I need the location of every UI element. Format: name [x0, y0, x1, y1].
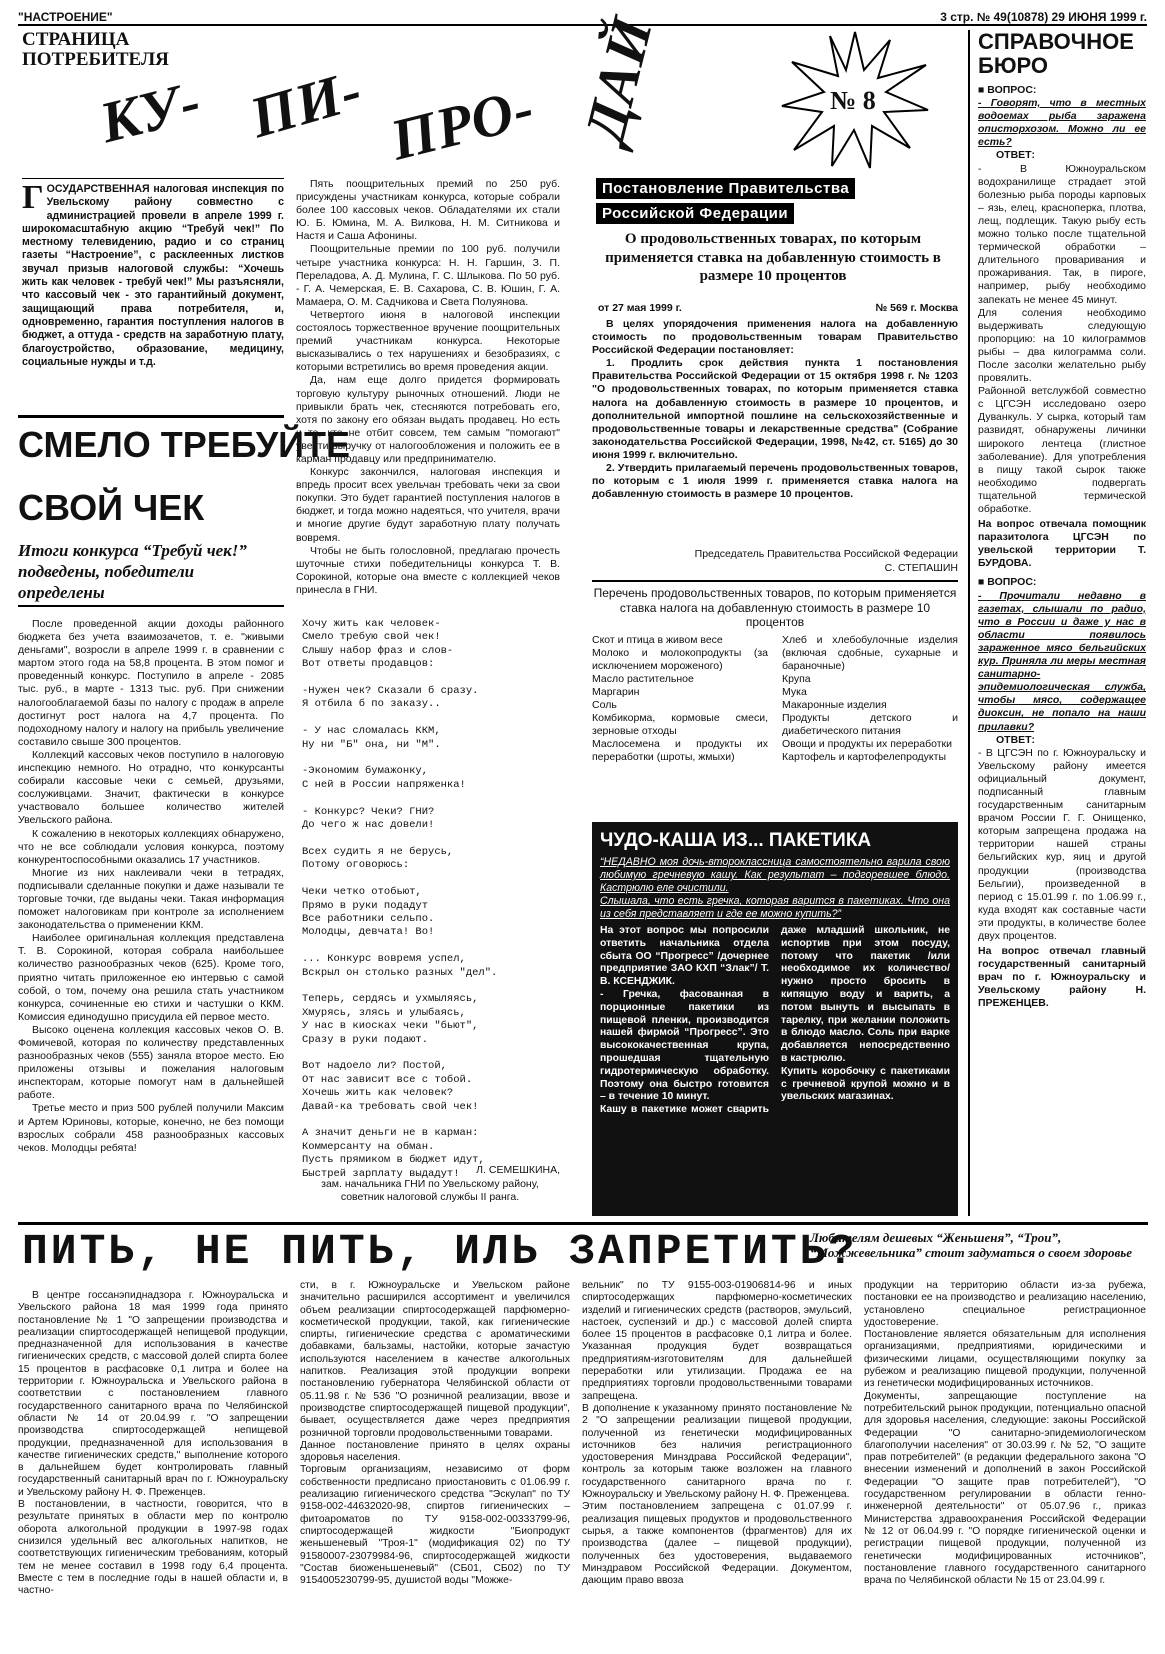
list-item: Овощи и продукты их переработки — [782, 738, 952, 751]
cheque-subhead: Итоги конкурса “Требуй чек!” подведены, победители определены — [18, 541, 247, 602]
kasha-body: На этот вопрос мы попросили ответить начальника отдела сбыта ОО “Прогресс” /дочернее предприятие ЗАО КХП “Злак”/ Т. В. КСЕНДЖИК. - Гречка, фасованная в порционные пакетики из пищевой пленки, производится нашей фирмой “Прогресс”. Это высококачественная крупа, прошедшая тщательную гидротермическую обработку. Поэтому она быстро готовится – в течение 10 минут. Кашу в пакетике может сварить даже младший школьник, не испортив при этом посуду, потому что пакетик /или необходимое их количество/ нужно просто бросить в кипящую воду и варить, а потом вынуть и высыпать в тарелку, при желании положить в блюдо масло. Соль при варке добавляется непосредственно в кастрюлю. Купить коробочку с пакетиками с гречневой крупой можно и в увельских магазинах. — [600, 925, 950, 1116]
answer-1-note: На вопрос отвечала помощник паразитолога ЦГСЭН по увельской территории Т. БУРДОВА. — [978, 518, 1146, 570]
question-label: ■ ВОПРОС: — [978, 576, 1037, 589]
list-item: Комбикорма, кормовые смеси, зерновые отходы — [592, 712, 768, 738]
list-item: Соль — [592, 698, 617, 711]
list-item: Хлеб и хлебобулочные изделия (включая сдобные, сухарные и бараночные) — [782, 633, 958, 672]
drink-col-4: продукции на территорию области из-за рубежа, постановки ее на производство и реализацию населению, установлено специальное регистрационное удостоверение. Постановление является обязательным для исполнения организациями, предприятиями, юридическими и физическими лицами, осуществляющими покупку за рубежом и реализацию пищевой продукции, полученной из генетически модифицированных источников. Документы, запрещающие поступление на потребительский рынок продукции, потенциально опасной для здоровья населения, следующие: законы Российской Федерации "О санитарно-эпидемиологическом благополучии населения" от 30.03.99 г. № 52, "О защите прав потребителей" (в редакции федерального закона "О внесении изменений и дополнений в закон Российской Федерации "О защите прав потребителей"), "О государственном регулировании в области генно-инженерной деятельности" от 05.07.96 г., приказ Министерства здравоохранения Российской Федерации № 12 от 06.04.99 г. "О порядке гигиенической оценки и регистрации пищевой продукции, полученной из генетически модифицированных источников", постановление главного государственного санитарного врача по Челябинской области № 15 от 23.04.99 г. — [864, 1280, 1146, 1587]
cheque-body: После проведенной акции доходы районного бюджета без учета взаимозачетов, т. е. "живыми деньгами", возросли в апреле 1999 г. в сравнении с мартом этого года на 58,8 процента. В этом помог и проведенный конкурс. Поступило в апреле - 2085 тыс. руб., в марте - 1313 тыс. руб. При снижении налогооблагаемой базы по налогу с продаж в апреле достигнут рост налога на 4,7 процента. По подоходному налогу и налогу на прибыль увеличение составило свыше 300 процентов. Коллекций кассовых чеков поступило в налоговую инспекцию немного. Но отрадно, что конкурсанты собирали кассовые чеки с семьей, друзьями, сослуживцами. Значит, фактически в конкурсе участвовало большее количество жителей Увельского района. К сожалению в некоторых коллекциях обнаружено, что не все соблюдали условия конкурса, поэтому конкурентоспособными оказались 17 участников. Многие из них наклеивали чеки в тетрадях, подписывали сделанные покупки и даже называли те торговые точки, где выданы чеки. Такая информация поможет налоговикам при контроле за исполнением законодательства о применении ККМ. Наиболее оригинальная коллекция представлена Т. В. Сорокиной, которая собрала наибольшее количество разнообразных чеков (625). Кроме того, приятно читать приложенное ею интервью с самой собой, о том, почему она решила стать участником конкурса, сочиненные ею стихи и частушки о ККМ. Комиссия единодушно присудила ей первое место. Высоко оценена коллекция кассовых чеков О. В. Фомичевой, которая по количеству представленных разнообразных чеков (555) заняла второе место. Ею приложены отзывы и пожелания налоговым инспекторам, которые помогут нам в дальнейшей работе. Третье место и приз 500 рублей получили Максим и Артем Юриновы, которые, конечно, не без помощи взрослых собрали 458 разнообразных кассовых чеков. Молодцы ребята! — [18, 618, 284, 1154]
decree-bar-1: Постановление Правительства — [596, 178, 855, 199]
cheque-headline-1: СМЕЛО ТРЕБУЙТЕ — [18, 424, 351, 465]
drink-col-2: сти, в г. Южноуральске и Увельском районе значительно расширился ассортимент и увеличился объем реализации спиртосодержащей парфюмерно-косметической продукции, такой, как гигиенические спирты, гигиенические средства с ароматическими добавками, бальзамы, настойки, которые зачастую используются населением в качестве алкогольных напитков. Реализация этой продукции вопреки постановлению губернатора Челябинской области от 05.11.98 г. № 536 "О розничной реализации, ввозе и производстве спиртосодержащей пищевой продукции", бывает, осуществляется даже через предприятия розничной торговли продовольственными товарами. Данное постановление принято в целях охраны здоровья населения. Торговым организациям, независимо от форм собственности предписано приостановить с 01.06.99 г. реализацию гигиенического средства "Эскулап" по ТУ 9158-002-44632020-98, спиртов гигиенических – фитоароматов по ТУ 9158-002-00333799-96, спиртосодержащей жидкости "Биопродукт женьшеневый "Троя-1" (модификация 02) по ТУ 91580007-23079984-96, спиртосодержащей жидкости "Состав биоженьшеневый" (СБ01, СБ02) по ТУ 9154005230799-95, душистой воды "Можже- — [300, 1280, 570, 1587]
intro-block — [22, 178, 284, 369]
answer-1: - В Южноуральском водохранилище страдает этой болезнью рыба породы карповых – язь, елец, красноперка, плотва, лещ, подлещик. Такую рыбу есть можно только после тщательной термической обработки – длительного проваривания и прожаривания. Так, в пироге, например, рыбу необходимо запекать не менее 45 минут. Для соления необходимо выдерживать следующую пропорцию: на 10 килограммов рыбы – два килограмма соли. После засолки желательно рыбу провялить. Районной ветслужбой совместно с ЦГСЭН исследовано озеро Дуванкуль. У сырка, который там развидят, обнаружены личинки широкого лентеца (глистное заболевание). Для употребления в пищу такой сырок также необходимо подвергать тщательной термической обработке. — [978, 162, 1146, 515]
list-item: Продукты детского и диабетического питания — [782, 712, 958, 738]
logo-part-3: ПРО- — [384, 74, 541, 173]
list-title: Перечень продовольственных товаров, по которым применяется ставка налога на добавленную стоимость в размере 10 процентов — [593, 586, 957, 629]
drink-col-3: вельник" по ТУ 9155-003-01906814-96 и иных спиртосодержащих парфюмерно-косметических изделий и гигиенических средств (растворов, эмульсий, настоек, суспензий и др.) с массовой долей спирта более 15 процентов в расфасовке 0,1 литра и более. Указанная продукция будет возвращаться предприятиям-изготовителям для дальнейшей переработки или утилизации. Продажа ее на предприятиях торговли продовольственными товарами запрещена. В дополнение к указанному принято постановление № 2 "О запрещении реализации пищевой продукции, полученной из генетически модифицированных источников без наличия регистрационного удостоверения Минздрава Российской Федерации", контроль за которым также возложен на главного государственного санитарного врача по г. Южноуральску и Увельскому району Н. Ф. Преженцева. Этим постановлением запрещена с 01.07.99 г. реализация пищевых продуктов и продовольственного сырья, а также компонентов (фрагментов) для их производства (далее – пищевой продукции), полученных без удостоверения, выдаваемого Минздравом Российской Федерации. Документом, дающим право ввоза — [582, 1280, 852, 1587]
product-list — [592, 586, 958, 764]
answer-label: ОТВЕТ: — [996, 149, 1035, 162]
signature-role: зам. начальника ГНИ по Увельскому району, советник налоговой службы II ранга. — [321, 1178, 539, 1204]
divider — [592, 580, 958, 582]
drop-cap: Г — [22, 179, 44, 216]
section-title: СТРАНИЦА ПОТРЕБИТЕЛЯ — [22, 29, 169, 70]
kasha-lead-2: Слышала, что есть гречка, которая варится в пакетиках. Что она из себя представляет и где ее можно купить?” — [600, 895, 950, 920]
question-label: ■ ВОПРОС: — [978, 84, 1037, 96]
kasha-box — [592, 822, 958, 1216]
logo-part-4: ДАЙ — [571, 10, 666, 149]
bureau-title-1: СПРАВОЧНОЕ — [978, 29, 1134, 54]
decree-signer: Председатель Правительства Российской Федерации — [694, 548, 958, 560]
question-1: - Говорят, что в местных водоемах рыба заражена описторхозом. Можно ли ее есть? — [978, 97, 1146, 149]
list-item: Картофель и картофелепродукты — [782, 751, 947, 764]
list-right — [782, 634, 958, 765]
answer-2: - В ЦГСЭН по г. Южноуральску и Увельскому району имеется официальный документ, подписанный главным государственным санитарным врачом России Г. Г. Онищенко, которым запрещена продажа на территории нашей страны бельгийских кур, яиц и другой продукции (производства Бельгии), произведенной в период с 15.01.99 г. по 1.06.99 г., куда входят как составные части эти продукты, в количестве более двух процентов. — [978, 746, 1146, 942]
list-left — [592, 634, 768, 765]
poem: Хочу жить как человек- Смело требую свой чек! Слышу набор фраз и слов- Вот ответы продавцов: -Нужен чек? Сказали б сразу. Я отбила б по заказу.. - У нас сломалась ККМ, Ну ни "Б" она, ни "М". -Экономим бумажонку, С ней в России напряженка! - Конкурс? Чеки? ГНИ? До чего ж нас довели! Всех судить я не берусь, Потому оговорюсь: Чеки четко отобьют, Прямо в руки подадут Все работники сельпо. Молодцы, девчата! Во! ... Конкурс вовремя успел, Вскрыл он столько разных "дел". Теперь, сердясь и ухмыляясь, Хмурясь, злясь и улыбаясь, У нас в киосках чеки "бьют", Сразу в руки подают. Вот надоело ли? Постой, От нас зависит все с тобой. Хочешь жить как человек? Давай-ка требовать свой чек! А значит деньги не в карман: Коммерсанту на обман. Пусть прямиком в бюджет идут, Быстрей зарплату выдадут! — [302, 618, 498, 1180]
list-item: Крупа — [782, 672, 811, 685]
decree-dateline: от 27 мая 1999 г. № 569 г. Москва — [598, 302, 958, 314]
list-item: Масло растительное — [592, 672, 694, 685]
answer-2-note: На вопрос отвечал главный государственный санитарный врач по г. Южноуральску и Увельскому району Н. ПРЕЖЕНЦЕВ. — [978, 945, 1146, 1010]
signature: Л. СЕМЕШКИНА, — [476, 1164, 560, 1176]
masthead — [18, 10, 1147, 26]
bureau-title-2: БЮРО — [978, 53, 1048, 78]
list-item: Маргарин — [592, 685, 640, 698]
cheque-headline-2: СВОЙ ЧЕК — [18, 487, 205, 528]
paper-name: "НАСТРОЕНИЕ" — [18, 10, 113, 24]
intro-text: ОСУДАРСТВЕННАЯ налоговая инспекция по Увельскому району совместно с администрацией провели в апреле 1999 г. широкомасштабную акцию “Требуй чек!” По местному телевидению, радио и со страниц газеты “Настроение”, с расклеенных листков звучал призыв налоговой службы: “Хочешь жить как человек - требуй чек!” Мы разъясняли, что кассовый чек - это гарантийный документ, защищающий права потребителя, и, одновременно, гарантия поступления налогов в бюджет, а оттуда - средств на заработную плату, благоустройство, образование, медицину, социальные нужды и т.д. — [22, 183, 284, 368]
list-item: Молоко и молокопродукты (за исключением мороженого) — [592, 646, 768, 672]
column-rule — [968, 30, 970, 1216]
drink-col-1: В центре госсанэпиднадзора г. Южноуральска и Увельского района 18 мая 1999 года принято постановление № 1 "О запрещении производства и реализации спиртосодержащей непищевой продукции, предназначенной для использования в качестве гигиенических средств, с массовой долей спирта более 15 процентов в расфасовке 0,1 литра и более на территории г. Южноуральска и Увельского района в соответствии с постановлением главного государственного санитарного врача по Челябинской области № 14 от 20.04.99 г. "О запрещении производства спиртосодержащей непищевой продукции, предназначенной для использования в качестве гигиенических средств," выполнение которого в дальнейшем будет контролировать главный государственный санитарный врач по г. Южноуральску и Увельскому району Н. Ф. Преженцев. В постановлении, в частности, говорится, что в результате принятых в области мер по контролю оборота алкогольной продукции в 1997-98 годах снизился удельный вес алкогольных напитков, не соответствующих гигиеническим требованиям, который тем не менее составил в 1998 году 6,4 процента. Вместе с тем в последние годы в нашей области и, в частно- — [18, 1290, 288, 1597]
contest-body: Пять поощрительных премий по 250 руб. присуждены участникам конкурса, которые собрали более 100 кассовых чеков. Обладателями их стали Ю. Б. Юмина, М. А. Вилкова, Н. М. Ситникова и Настя и Саша Афонины. Поощрительные премии по 100 руб. получили четыре участника конкурса: Н. Н. Гаршин, З. П. Переладова, А. Д. Мулина, Г. С. Шлыкова. По 50 руб. - Г. А. Чемерская, Е. В. Сахарова, С. В. Юшин, Г. А. Мамаера, О. М. Садчикова и Света Полуянова. Четвертого июня в налоговой инспекции состоялось торжественное вручение поощрительных премий участникам конкурса. Некоторые высказывались о тех нарушениях и безобразиях, с которыми встретились во время проведения акции. Да, нам еще долго придется формировать торговую культуру рыночных отношений. Люди не привыкли брать чек, стесняются потребовать его, хотя по закону его обязан выдать продавец. Но есть и те, кто не отбит совсем, тем самым "помогают" увести выручку от налогообложения и положить ее в карман продавцу или предпринимателю. Конкурс закончился, налоговая инспекция и впредь просит всех увельчан требовать чеки за свои покупки. Это будет гарантией поступления налогов в бюджет, и тогда можно надеяться, что учителя, врачи и многие другие будут заработную плату получать вовремя. Чтобы не быть голословной, предлагаю прочесть шуточные стихи победительницы конкурса Т. В. Сорокиной, которые она вместе с коллекцией чеков принесла в ГНИ. — [296, 178, 560, 596]
divider — [18, 1222, 1148, 1225]
list-item: Макаронные изделия — [782, 698, 887, 711]
divider — [18, 605, 284, 607]
issue-number: № 8 — [830, 86, 876, 115]
list-item: Маслосемена и продукты их переработки (шроты, жмыхи) — [592, 738, 768, 764]
list-item: Мука — [782, 685, 807, 698]
list-item: Скот и птица в живом весе — [592, 633, 723, 646]
decree-body: В целях упорядочения применения налога на добавленную стоимость по продовольственным товарам Правительство Российской Федерации постановляет: 1. Продлить срок действия пункта 1 постановления Правительства Российской Федерации от 15 октября 1998 г. № 1203 "О продовольственных товарах, по которым применяется ставка налога на добавленную стоимость в размере 10 процентов, и дополнительной импортной пошлине на сельскохозяйственные и продовольственные товары и лекарственные средства" (Собрание законодательства Российской Федерации, 1998, №42, ст. 5165) до 30 июня 1999 г. включительно. 2. Утвердить прилагаемый перечень продовольственных товаров, по которым с 1 июля 1999 г. применяется ставка налога на добавленную стоимость в размере 10 процентов. — [592, 318, 958, 501]
divider — [18, 415, 284, 418]
answer-label: ОТВЕТ: — [996, 733, 1035, 746]
kasha-headline: ЧУДО-КАША ИЗ... ПАКЕТИКА — [600, 830, 872, 851]
logo-part-1: КУ- — [93, 67, 208, 156]
drink-subhead: Любителям дешевых “Женьшеня”, “Трои”, “Можжевельника” стоит задуматься о своем здоровье — [810, 1230, 1132, 1260]
kasha-lead: “НЕДАВНО моя дочь-второклассница самостоятельно варила свою любимую гречневую кашу. Как результат – подгоревшее блюдо. Кастрюлю еле очистили. — [600, 856, 950, 894]
decree-title: О продовольственных товарах, по которым применяется ставка на добавленную стоимость в размере 10 процентов — [605, 231, 941, 284]
logo-part-2: ПИ- — [243, 56, 370, 151]
drink-headline: ПИТЬ, НЕ ПИТЬ, ИЛЬ ЗАПРЕТИТЬ? — [22, 1227, 858, 1276]
issue-info: 3 стр. № 49(10878) 29 ИЮНЯ 1999 г. — [940, 10, 1147, 24]
question-2: - Прочитали недавно в газетах, слышали по радио, что в России и даже у нас в области появилось зараженное мясо бельгийских кур. Приняла ли меры местная санитарно-эпидемиологическая служба, чтобы мясо, содержащее диоксин, не попало на наши прилавки? — [978, 589, 1146, 733]
decree-bar-2: Российской Федерации — [596, 203, 794, 224]
decree-signer-name: С. СТЕПАШИН — [884, 562, 958, 574]
bureau — [978, 30, 1146, 1011]
